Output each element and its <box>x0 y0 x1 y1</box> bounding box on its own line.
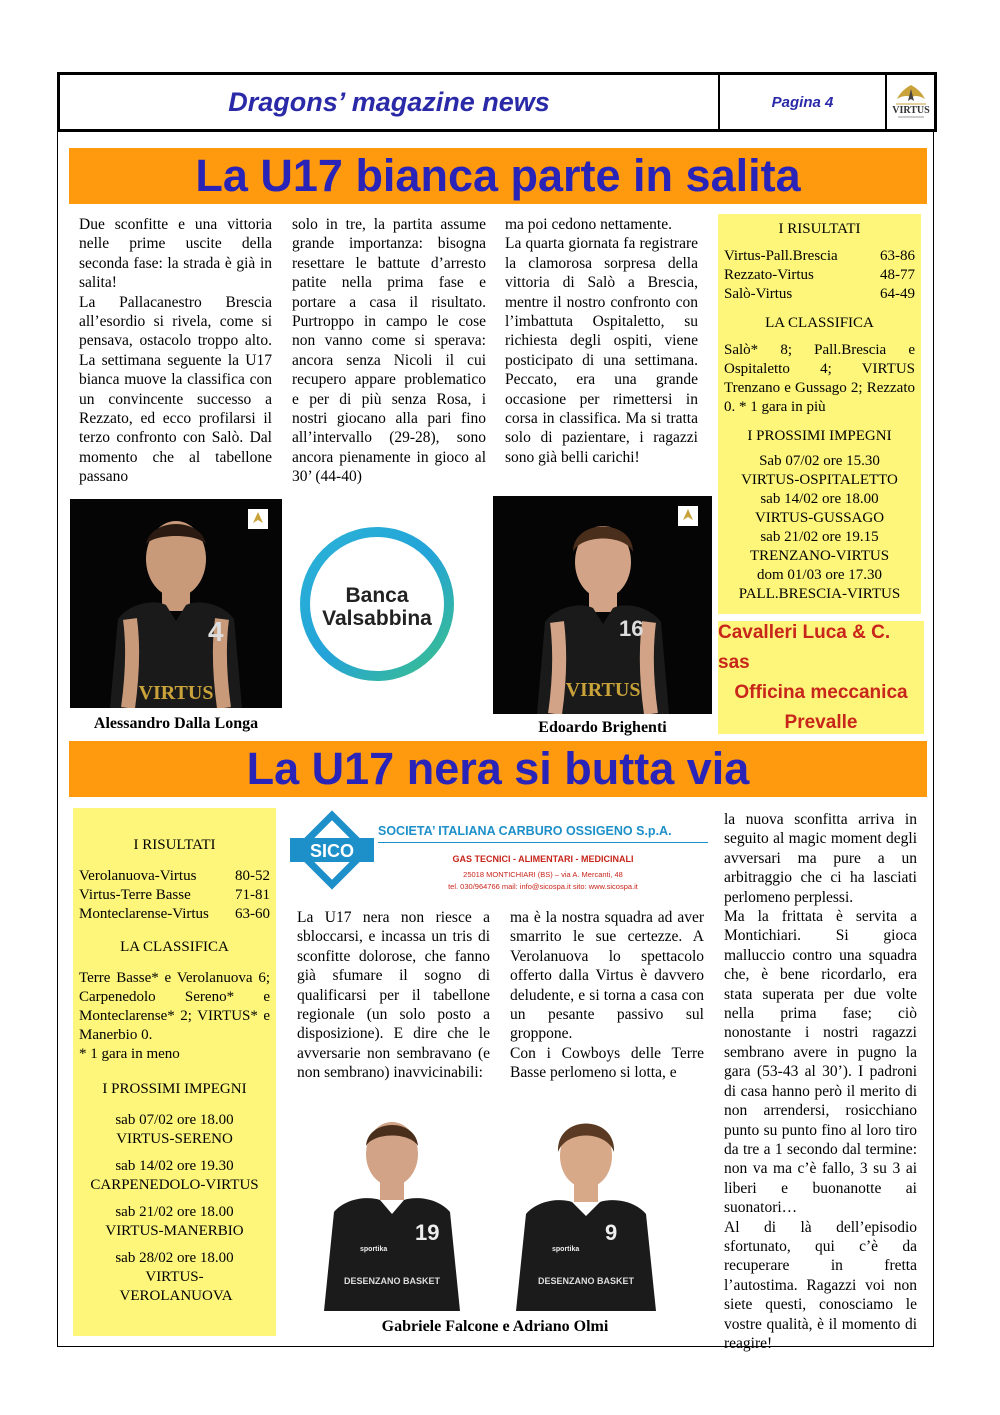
logo-text: VIRTUS <box>892 105 930 116</box>
page-number: Pagina 4 <box>720 75 887 129</box>
result-match: Monteclarense-Virtus <box>79 906 209 922</box>
photo-dalla-longa <box>70 499 282 708</box>
jersey-number: 19 <box>415 1220 440 1245</box>
result-score: 63-86 <box>880 248 915 264</box>
photo-caption: Alessandro Dalla Longa <box>93 715 259 732</box>
jersey-text: VIRTUS <box>138 682 214 704</box>
article1-col3-text: ma poi cedono nettamente. La quarta giornata fa registrare la clamorosa sorpresa della vittoria di Salò a Brescia, mentre il nostro confronto con l’imbattuta Ospitaletto, su richiesta degli ospiti, viene posticipato di una settimana. Peccato, era una grande occasione per rimettersi in corsa in classifica. Ma si tratta solo di pazientare, i ragazzi sono già belli carichi! <box>505 216 698 466</box>
article2-sidebar <box>73 808 276 1336</box>
standings-text: Terre Basse* e Verolanuova 6; Carpenedolo Sereno* e Monteclarense* 2; VIRTUS* e Manerbio 0. * 1 gara in meno <box>79 970 270 1062</box>
article1-col1 <box>79 215 272 487</box>
article1-col3 <box>505 215 698 467</box>
next-when: Sab 07/02 ore 15.30 <box>759 453 880 469</box>
result-row <box>724 285 915 304</box>
sico-contacts: tel. 030/964766 mail: info@sicospa.it sito: www.sicospa.it <box>448 882 638 891</box>
article2-col1-text: La U17 nera non riesce a sbloccarsi, e incassa un tris di sconfitte dolorose, che fanno già sfumare il sogno di qualificarsi per il tabellone regionale (un solo posto a disposizione). E dire che le avversarie non sembravano (e non sembrano) inavvicinabili: <box>297 909 490 1082</box>
ad-line3: Prevalle <box>784 711 858 733</box>
result-score: 80-52 <box>235 868 270 884</box>
next-match: VIRTUS-OSPITALETTO <box>741 472 898 488</box>
standings-text: Salò* 8; Pall.Brescia e Ospitaletto 4; VIRTUS Trenzano e Gussago 2; Rezzato 0. * 1 gara in più <box>724 342 915 415</box>
article1-sidebar <box>718 214 921 614</box>
jersey-brand: sportika <box>552 1246 580 1253</box>
jersey-number: 9 <box>605 1220 618 1245</box>
results-title: I RISULTATI <box>133 837 216 853</box>
next-when: dom 01/03 ore 17.30 <box>757 567 882 583</box>
ad-line1: Cavalleri Luca & C. sas <box>718 621 891 673</box>
result-match: Rezzato-Virtus <box>724 267 814 283</box>
ad-sico <box>290 806 710 898</box>
next-match: CARPENEDOLO-VIRTUS <box>90 1177 259 1193</box>
ad-line2: Officina meccanica <box>734 681 908 703</box>
article1-col2 <box>292 215 486 487</box>
photo-caption: Gabriele Falcone e Adriano Olmi <box>381 1318 609 1335</box>
next-title: I PROSSIMI IMPEGNI <box>102 1081 247 1097</box>
jersey-text: VIRTUS <box>565 679 641 701</box>
sico-address: 25018 MONTICHIARI (BS) – via A. Mercanti, 48 <box>463 870 623 879</box>
result-match: Virtus-Pall.Brescia <box>724 248 838 264</box>
sico-name: SOCIETA’ ITALIANA CARBURO OSSIGENO S.p.A. <box>378 824 672 838</box>
photo-caption: Edoardo Brighenti <box>538 719 667 736</box>
result-score: 71-81 <box>235 887 270 903</box>
next-match: VIRTUS-VEROLANUOVA <box>119 1269 233 1304</box>
article2-col2-text: ma è la nostra squadra ad aver smarrito le sue certezze. A Verolanuova lo spettacolo offerto dalla Virtus è davvero deludente, e si torna a casa con un pesante passivo sul groppone. Con i Cowboys delle Terre Basse perlomeno si lotta, e <box>510 909 704 1082</box>
page-header <box>57 72 937 132</box>
result-row <box>79 886 270 905</box>
article2-col2 <box>510 908 704 1083</box>
next-when: sab 28/02 ore 18.00 <box>115 1250 234 1266</box>
article1-headline: La U17 bianca parte in salita <box>69 148 927 204</box>
standings-title: LA CLASSIFICA <box>765 315 874 331</box>
result-row <box>79 867 270 886</box>
article2-headline: La U17 nera si butta via <box>69 741 927 797</box>
photo-falcone-olmi <box>300 1108 690 1311</box>
jersey-brand: sportika <box>360 1246 388 1253</box>
result-score: 64-49 <box>880 286 915 302</box>
article1-col1-text: Due sconfitte e una vittoria nelle prime uscite della seconda fase: la strada è già in salita! La Pallacanestro Brescia all’esordio si rivela, come si pensava, ostacolo troppo alto. La settimana seguente la U17 bianca muove la classifica con un convincente successo a Rezzato, ed ecco profilarsi il terzo confronto con Salò. Dal momento che al tabellone passano <box>79 216 272 486</box>
photo-brighenti <box>493 496 712 714</box>
sico-sub: GAS TECNICI - ALIMENTARI - MEDICINALI <box>452 854 634 864</box>
next-when: sab 14/02 ore 18.00 <box>760 491 879 507</box>
sponsor-line2: Valsabbina <box>322 607 432 630</box>
result-row <box>724 247 915 266</box>
magazine-title: Dragons’ magazine news <box>60 75 720 129</box>
next-match: VIRTUS-GUSSAGO <box>754 510 885 526</box>
jersey-number: 4 <box>208 616 224 647</box>
result-row <box>724 266 915 285</box>
jersey-number: 16 <box>619 616 644 641</box>
sponsor-banca-valsabbina <box>297 524 457 684</box>
next-match: VIRTUS-MANERBIO <box>105 1223 244 1239</box>
next-title: I PROSSIMI IMPEGNI <box>747 428 892 444</box>
standings-title: LA CLASSIFICA <box>120 939 229 955</box>
result-match: Salò-Virtus <box>724 286 793 302</box>
next-when: sab 14/02 ore 19.30 <box>115 1158 234 1174</box>
next-when: sab 21/02 ore 18.00 <box>115 1204 234 1220</box>
result-match: Virtus-Terre Basse <box>79 887 191 903</box>
virtus-logo-icon <box>888 79 934 125</box>
result-row <box>79 905 270 924</box>
jersey-text: DESENZANO BASKET <box>537 1276 635 1286</box>
article2-col3 <box>724 810 917 1353</box>
jersey-text: DESENZANO BASKET <box>343 1276 441 1286</box>
sponsor-line1: Banca <box>345 584 409 607</box>
result-score: 63-60 <box>235 906 270 922</box>
next-match: VIRTUS-SERENO <box>116 1131 233 1147</box>
article2-col1 <box>297 908 490 1083</box>
result-score: 48-77 <box>880 267 915 283</box>
next-when: sab 21/02 ore 19.15 <box>760 529 879 545</box>
next-when: sab 07/02 ore 18.00 <box>115 1112 234 1128</box>
sico-logo-text: SICO <box>309 841 355 861</box>
results-title: I RISULTATI <box>778 221 861 237</box>
ad-officina <box>718 621 924 734</box>
result-match: Verolanuova-Virtus <box>79 868 197 884</box>
next-match: TRENZANO-VIRTUS <box>749 548 890 564</box>
article2-col3-text: la nuova sconfitta arriva in seguito al magic moment degli avversari ma pure a un arbitraggio che ci ha lasciati perlomeno perplessi. Ma la frittata è servita a Montichiari. Si gioca malluccio contro una squadra che, è bene ricordarlo, era stata superata per due volte nella prima fase; ciò nonostante i nostri ragazzi sembrano avere in pugno la gara (53-43 al 30’). I padroni di casa hanno però il merito di non arrendersi, rosicchiano punto su punto fino al loro tiro da tre a 1 secondo dal termine: non va ma c’è fallo, 3 su 3 ai liberi e buonanotte ai suonatori… Al di là dell’episodio sfortunato, qui c’è da recuperare in fretta l’autostima. Ragazzi voi non siete questi, conosciamo le vostre qualità, è il momento di reagire! <box>724 811 917 1352</box>
next-match: PALL.BRESCIA-VIRTUS <box>738 586 901 602</box>
article1-col2-text: solo in tre, la partita assume grande importanza: bisogna resettare le battute d’arresto patite nella prima fase e portare a casa il risultato. Purtroppo in campo le cose non vanno come si sperava: ancora senza Nicoli il cui recupero appare problematico e per di più senza Rosa, i nostri giocano alla pari fino all’intervallo (29-28), sono ancora pienamente in gioco al 30’ (44-40) <box>292 216 486 486</box>
